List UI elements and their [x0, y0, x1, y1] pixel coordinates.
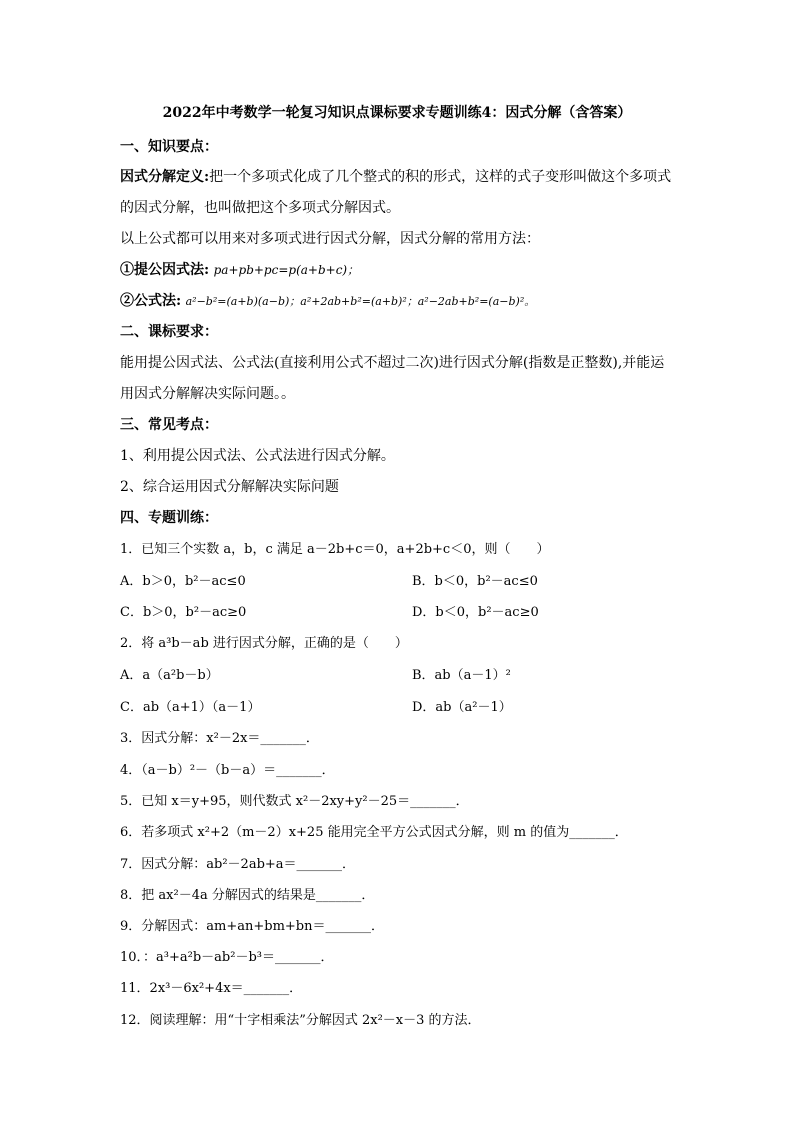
requirement-line-1: 能用提公因式法、公式法(直接利用公式不超过二次)进行因式分解(指数是正整数),并能运: [120, 355, 665, 371]
section-2-heading: 二、课标要求：: [120, 324, 218, 340]
question-2: 2．将 a³b－ab 进行因式分解，正确的是（ ）: [120, 636, 408, 651]
question-5: 5．已知 x＝y+95，则代数式 x²－2xy+y²－25＝_______．: [120, 794, 469, 809]
section-4-heading: 四、专题训练：: [120, 510, 218, 526]
question-10: 10．：a³+a²b－ab²－b³＝_______．: [120, 950, 334, 965]
question-8: 8．把 ax²－4a 分解因式的结果是_______．: [120, 888, 375, 903]
question-1: 1．已知三个实数 a，b，c 满足 a－2b+c＝0，a+2b+c＜0，则（ ）: [120, 542, 550, 557]
question-6: 6．若多项式 x²+2（m－2）x+25 能用完全平方公式因式分解，则 m 的值为_______．: [120, 825, 628, 840]
definition-line-2: 的因式分解，也叫做把这个多项式分解因式。: [120, 200, 400, 216]
method-2: [120, 290, 680, 310]
question-2-option-b: B．ab（a－1）²: [412, 668, 511, 683]
method-1: [120, 259, 680, 279]
definition-label: 因式分解定义:: [120, 169, 210, 185]
method-2-formula: a²−b²=(a+b)(a−b)；a²+2ab+b²=(a+b)²；a²−2ab+b²=(a−b)²。: [185, 295, 536, 308]
question-9: 9．分解因式：am+an+bm+bn＝_______．: [120, 919, 384, 934]
question-1-option-d: D．b＜0，b²－ac≥0: [412, 605, 539, 620]
question-1-option-b: B．b＜0，b²－ac≤0: [412, 574, 538, 589]
requirement-line-2: 用因式分解解决实际问题。。: [120, 386, 295, 402]
method-1-label: ①提公因式法:: [120, 262, 210, 278]
question-2-option-d: D．ab（a²－1）: [412, 700, 512, 715]
definition-text: 把一个多项式化成了几个整式的积的形式，这样的式子变形叫做这个多项式: [209, 169, 672, 185]
question-3: 3．因式分解：x²－2x＝_______．: [120, 731, 319, 746]
methods-intro: 以上公式都可以用来对多项式进行因式分解，因式分解的常用方法：: [120, 231, 540, 247]
question-7: 7．因式分解：ab²－2ab+a＝_______．: [120, 857, 356, 872]
definition-line-1: [120, 166, 680, 186]
question-12: 12．阅读理解：用“十字相乘法”分解因式 2x²－x－3 的方法．: [120, 1013, 481, 1028]
page-title: 2022年中考数学一轮复习知识点课标要求专题训练4：因式分解（含答案）: [162, 105, 632, 121]
method-1-formula: pa+pb+pc=p(a+b+c)；: [213, 263, 360, 277]
method-2-label: ②公式法:: [120, 293, 182, 309]
section-3-heading: 三、常见考点：: [120, 417, 218, 433]
question-1-option-a: A．b＞0，b²－ac≤0: [120, 574, 246, 589]
exam-point-1: 1、利用提公因式法、公式法进行因式分解。: [120, 448, 395, 464]
question-4: 4．（a－b）²－（b－a）＝_______．: [120, 763, 335, 778]
question-2-option-a: A．a（a²b－b）: [120, 668, 219, 683]
section-1-heading: 一、知识要点：: [120, 139, 218, 155]
question-11: 11．2x³－6x²+4x＝_______．: [120, 981, 303, 996]
question-2-option-c: C．ab（a+1）（a－1）: [120, 700, 261, 715]
question-1-option-c: C．b＞0，b²－ac≥0: [120, 605, 247, 620]
exam-point-2: 2、综合运用因式分解解决实际问题: [120, 479, 339, 495]
